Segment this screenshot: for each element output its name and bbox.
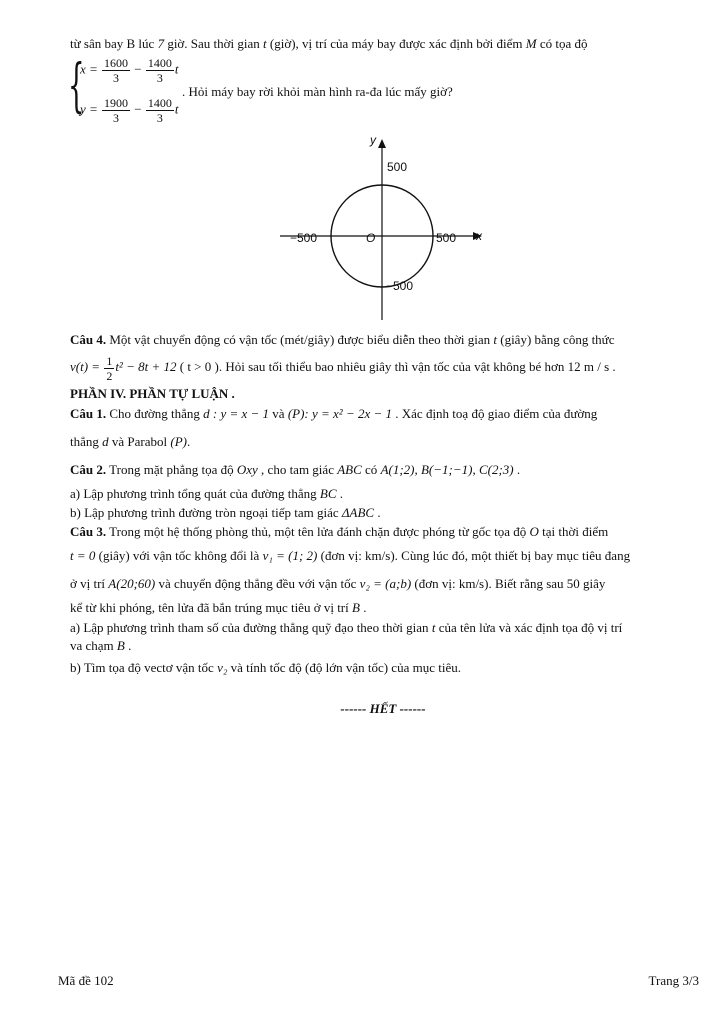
text: kể từ khi phóng, tên lửa đã bắn trúng mục tiêu ở vị trí: [70, 600, 352, 615]
text: và Parabol: [108, 434, 171, 449]
text: .: [186, 434, 191, 449]
t: t: [174, 61, 179, 77]
text: Trong mặt phẳng tọa độ: [106, 462, 237, 477]
text: t: [263, 36, 267, 51]
x-equation: [80, 56, 179, 85]
math: B: [352, 600, 360, 615]
y-equation: [80, 96, 179, 125]
exam-code: Mã đề 102: [58, 973, 114, 988]
denominator: 3: [113, 71, 120, 85]
q3-part-a1: [70, 620, 622, 636]
q2-line1: [70, 462, 520, 478]
math: Oxy: [236, 462, 258, 477]
y-axis-label: y: [370, 134, 376, 147]
text: của tên lửa và xác định tọa độ vị trí: [435, 620, 623, 635]
denominator: 2: [106, 368, 113, 383]
minus: −: [134, 101, 142, 117]
bottom-label: −500: [386, 279, 414, 293]
math: B: [116, 638, 125, 653]
numerator: 1600: [104, 56, 129, 70]
origin-label: O: [366, 231, 376, 245]
v-lhs: v(t) =: [70, 359, 101, 374]
text: (giây) bằng công thức: [496, 332, 615, 347]
q2-part-b: [70, 505, 381, 521]
text: .: [359, 600, 367, 615]
part-title: PHẦN IV. PHẦN TỰ LUẬN .: [70, 386, 235, 401]
math: (P): y = x² − 2x − 1: [287, 406, 393, 421]
radar-figure: [276, 134, 492, 324]
text: a) Lập phương trình tổng quát của đường thẳng: [70, 486, 320, 501]
text: . Xác định toạ độ giao điểm của đường: [392, 406, 598, 421]
text: Cho đường thẳng: [106, 406, 204, 421]
q3-line3: [70, 576, 605, 592]
numerator: 1400: [147, 96, 172, 110]
cau4-line2: [70, 352, 616, 383]
question: . Hỏi máy bay rời khỏi màn hình ra-đa lúc mấy giờ?: [182, 84, 453, 99]
q3-part-b: [70, 660, 461, 676]
question-label: Câu 1.: [70, 406, 107, 421]
math: t = 0: [70, 548, 96, 563]
math: t: [431, 620, 436, 635]
q3-part-a2: [70, 638, 131, 654]
math: ABC: [337, 462, 362, 477]
text: M: [525, 36, 537, 51]
x-lhs: x =: [80, 61, 98, 77]
text: .: [124, 638, 132, 653]
math: v₁ = (1; 2): [262, 548, 318, 563]
math: A(1;2), B(−1;−1), C(2;3): [380, 462, 514, 477]
text: b) Lập phương trình đường tròn ngoại tiếp tam giác: [70, 505, 342, 520]
text: Một vật chuyển động có vận tốc (mét/giây) được biểu diễn theo thời gian: [106, 332, 494, 347]
text: (giờ), vị trí của máy bay được xác định bởi điểm: [266, 36, 526, 51]
text: giờ. Sau thời gian: [164, 36, 264, 51]
right-label: 500: [436, 231, 457, 245]
text: (đơn vị: km/s). Cùng lúc đó, một thiết bị bay mục tiêu đang: [317, 548, 631, 563]
cau4-line1: [70, 332, 615, 348]
math: A(20;60): [108, 576, 156, 591]
text: (giây) với vận tốc không đổi là: [95, 548, 263, 563]
t: t: [174, 101, 179, 117]
math: d: [102, 434, 109, 449]
text: có: [361, 462, 381, 477]
text: Trong một hệ thống phòng thủ, một tên lửa đánh chặn được phóng từ gốc tọa độ: [106, 524, 530, 539]
v-rhs: t² − 8t + 12: [115, 359, 177, 374]
fraction: [146, 96, 174, 125]
q1-line1: [70, 406, 597, 422]
end-mark: ------ HẾT ------: [340, 701, 426, 716]
question-label: Câu 4.: [70, 332, 107, 347]
text: giây: [579, 576, 606, 591]
text: và chuyển động thẳng đều với vận tốc: [155, 576, 360, 591]
q3-line2: [70, 548, 630, 564]
top-label: 500: [387, 160, 408, 174]
text: thẳng: [70, 434, 103, 449]
text: ( t > 0 ). Hỏi sau tối thiểu bao nhiêu giây thì vận tốc của vật không bé hơn 12 m / s .: [176, 359, 616, 374]
math: 50: [566, 576, 580, 591]
math: BC: [319, 486, 337, 501]
brace: {: [68, 51, 85, 119]
text: .: [513, 462, 521, 477]
fraction: [102, 96, 130, 125]
math: v₂: [217, 660, 228, 675]
math: O: [529, 524, 539, 539]
text: từ sân bay B lúc: [70, 36, 158, 51]
left-label: −500: [290, 231, 318, 245]
q1-line2: [70, 434, 190, 450]
text: .: [336, 486, 343, 501]
math: d : y = x − 1: [203, 406, 270, 421]
text: t: [493, 332, 497, 347]
q2-part-a: [70, 486, 343, 502]
denominator: 3: [156, 71, 163, 85]
y-arrow: [378, 139, 386, 148]
text: , cho tam giác: [257, 462, 338, 477]
text: va chạm: [70, 638, 117, 653]
math: v₂ = (a;b): [359, 576, 412, 591]
intro-line: [70, 36, 587, 52]
text: có tọa độ: [536, 36, 588, 51]
text: 7: [157, 36, 165, 51]
q3-line4: [70, 600, 366, 616]
text: (đơn vị: km/s). Biết rằng sau: [411, 576, 567, 591]
question-label: Câu 2.: [70, 462, 107, 477]
text: ở vị trí: [70, 576, 109, 591]
text: và tính tốc độ (độ lớn vận tốc) của mục tiêu.: [227, 660, 461, 675]
half-fraction: [104, 354, 114, 383]
text: a) Lập phương trình tham số của đường thẳng quỹ đạo theo thời gian: [70, 620, 432, 635]
text: b) Tìm tọa độ vectơ vận tốc: [70, 660, 218, 675]
x-axis-label: x: [476, 229, 482, 243]
denominator: 3: [113, 111, 120, 125]
y-lhs: y =: [80, 101, 98, 117]
denominator: 3: [156, 111, 163, 125]
q3-line1: [70, 524, 608, 540]
text: tại thời điểm: [538, 524, 609, 539]
fraction: [102, 56, 130, 85]
numerator: 1900: [104, 96, 129, 110]
numerator: 1400: [147, 56, 172, 70]
text: và: [269, 406, 288, 421]
math: ΔABC: [341, 505, 375, 520]
numerator: 1: [106, 353, 113, 368]
page-number: Trang 3/3: [648, 973, 699, 988]
text: .: [374, 505, 381, 520]
math: (P): [170, 434, 187, 449]
question-label: Câu 3.: [70, 524, 107, 539]
fraction: [146, 56, 174, 85]
minus: −: [134, 61, 142, 77]
